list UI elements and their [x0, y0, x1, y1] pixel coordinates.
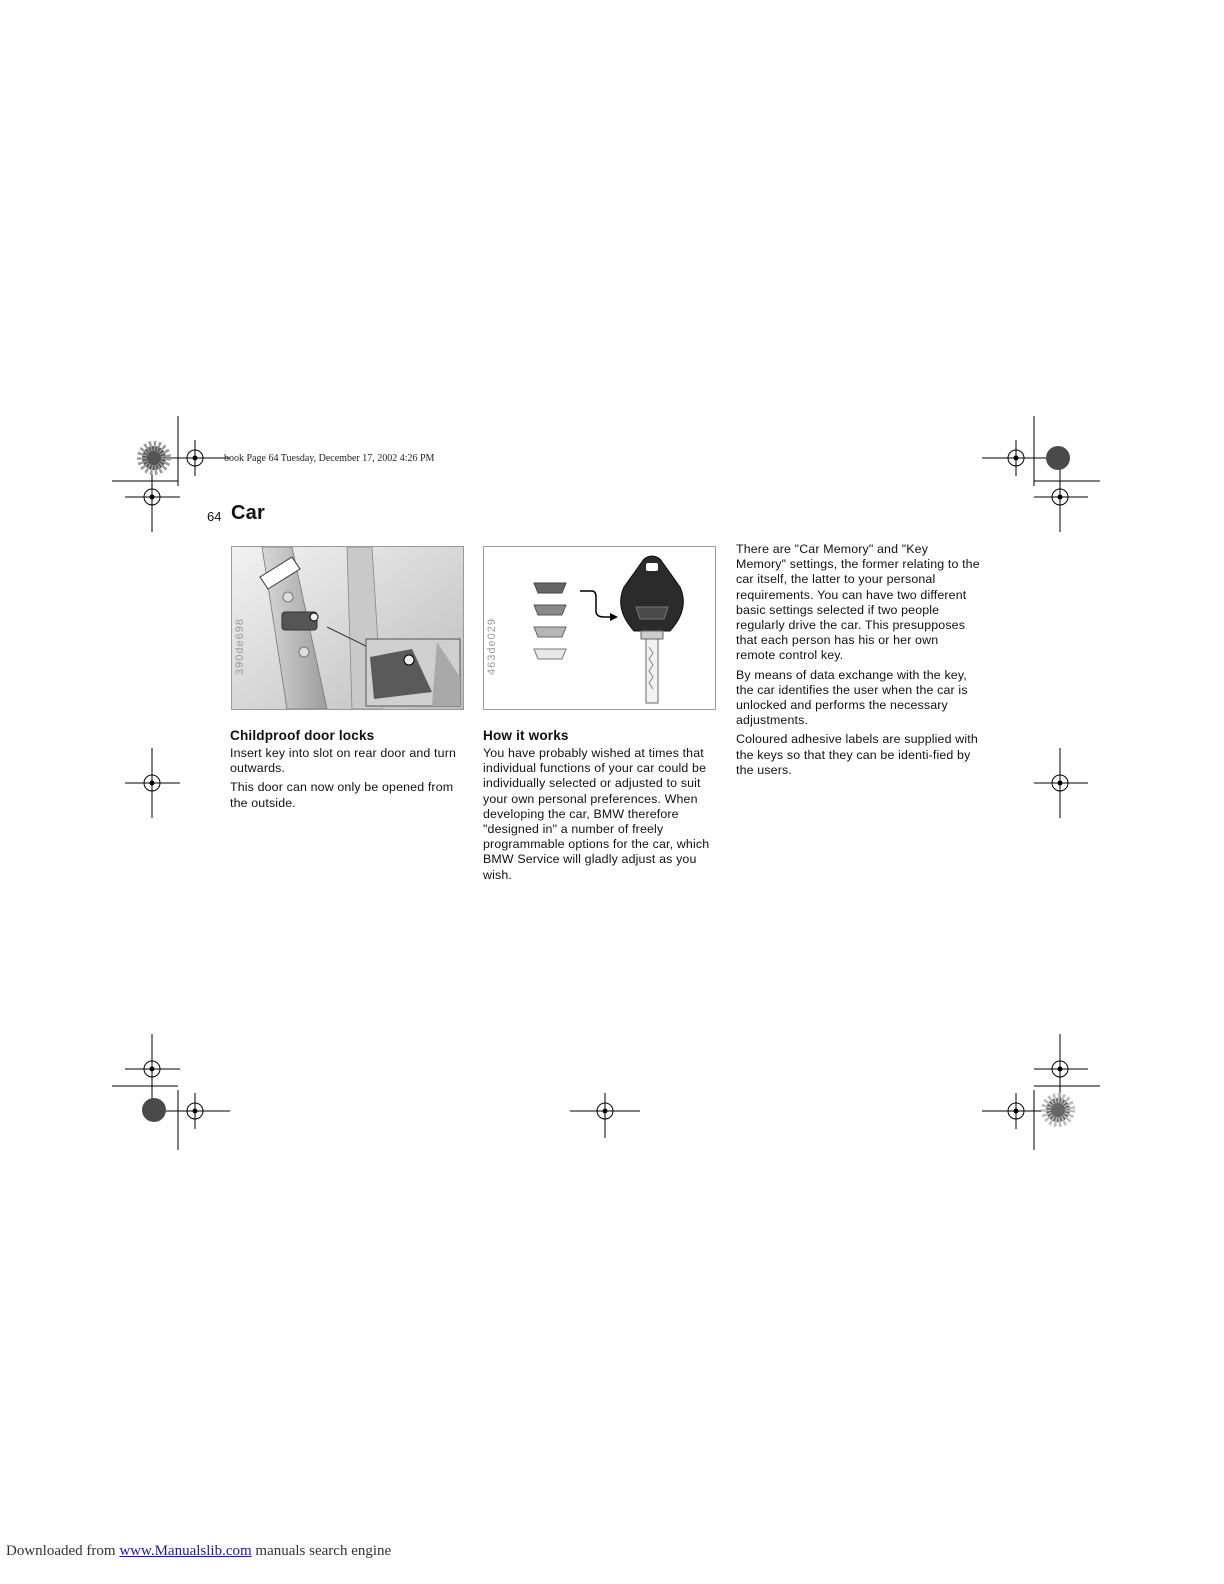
childproof-lock-figure — [231, 546, 464, 710]
door-lock-illustration — [232, 547, 463, 709]
page-number: 64 — [207, 509, 222, 524]
memory-section — [736, 542, 980, 782]
manualslib-link[interactable]: www.Manualslib.com — [119, 1543, 252, 1559]
page-title: Car — [231, 502, 265, 524]
footer-prefix: Downloaded from — [6, 1543, 120, 1559]
childproof-section — [230, 727, 474, 815]
childproof-paragraph-2: This door can now only be opened from the outside. — [230, 780, 454, 810]
key-illustration — [484, 547, 715, 709]
figure-code-right: 463de029 — [486, 618, 498, 675]
footer-suffix: manuals search engine — [251, 1543, 392, 1559]
memory-paragraph-3: Coloured adhesive labels are supplied with the keys so that they can be identi-fied by the users. — [736, 732, 978, 777]
figure-code-left: 390de698 — [234, 618, 246, 675]
childproof-heading: Childproof door locks — [230, 728, 375, 743]
memory-paragraph-2: By means of data exchange with the key, the car identifies the user when the car is unlocked and performs the necessary adjustments. — [736, 667, 968, 728]
download-footer — [6, 1543, 391, 1560]
childproof-paragraph-1: Insert key into slot on rear door and turn outwards. — [230, 746, 457, 776]
print-header: book Page 64 Tuesday, December 17, 2002 4:26 PM — [224, 453, 435, 464]
memory-paragraph-1: There are "Car Memory" and "Key Memory" settings, the former relating to the car itself, the latter to your personal requirements. You can have two different basic settings selected if two people regularly drive the car. This presupposes that each person has his or her own remote control key. — [736, 542, 980, 663]
key-labels-figure — [483, 546, 716, 710]
how-it-works-heading: How it works — [483, 728, 569, 743]
how-it-works-paragraph-1: You have probably wished at times that individual functions of your car could be individually selected or adjusted to suit your own personal preferences. When developing the car, BMW therefore "designed in" a number of freely programmable options for the car, which BMW Service will gladly adjust as you wish. — [483, 746, 710, 882]
how-it-works-section — [483, 727, 727, 887]
